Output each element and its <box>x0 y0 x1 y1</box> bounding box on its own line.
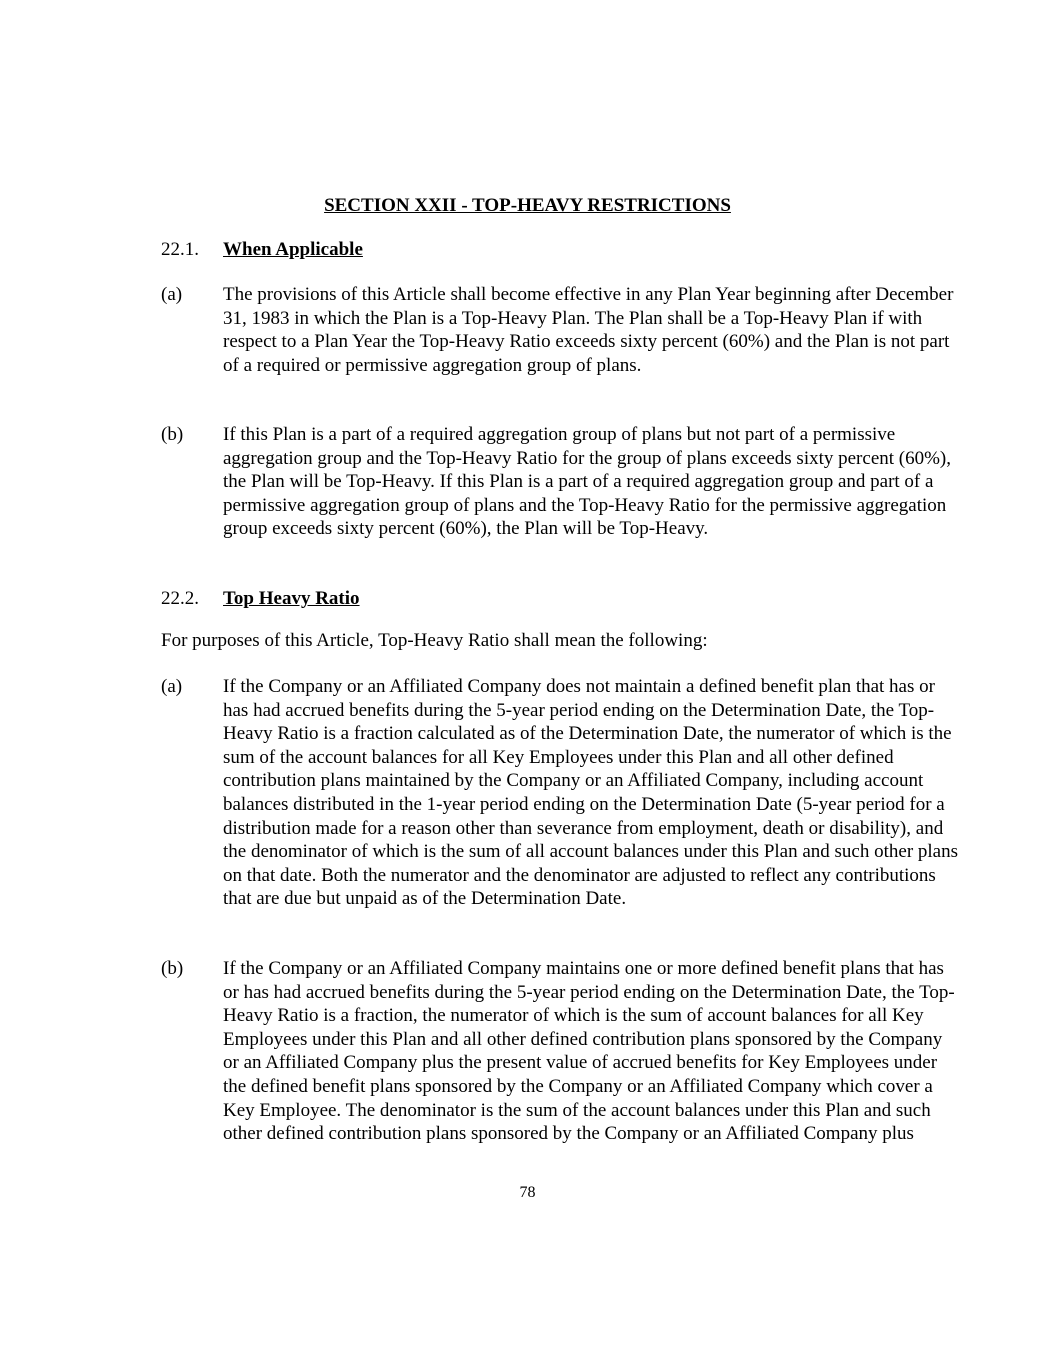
page-number: 78 <box>519 1184 536 1201</box>
section-intro: For purposes of this Article, Top-Heavy Ratio shall mean the following: <box>161 630 708 651</box>
paragraph-text: If the Company or an Affiliated Company does not maintain a defined benefit plan that has or has had accrued benefits during the 5-year period ending on the Determination Date, the Top-Heavy Ratio is a fraction calculated as of the Determination Date, the numerator of which is the sum of the account balances for all Key Employees under this Plan and all other defined contribution plans maintained by the Company or an Affiliated Company, including account balances distributed in the 1-year period ending on the Determination Date (5-year period for a distribution made for a reason other than severance from employment, death or disability), and the denominator of which is the sum of all account balances under this Plan and such other plans on that date. Both the numerator and the denominator are adjusted to reflect any contributions that are due but unpaid as of the Determination Date. <box>223 676 959 910</box>
section-heading-22-2 <box>161 587 360 610</box>
paragraph-label: (a) <box>161 676 183 697</box>
section-number: 22.2. <box>161 588 199 609</box>
section-title: SECTION XXII - TOP-HEAVY RESTRICTIONS <box>324 195 731 216</box>
paragraph-22-1-b <box>161 423 961 541</box>
paragraph-text: If this Plan is a part of a required aggregation group of plans but not part of a permissive aggregation group and the Top-Heavy Ratio for the group of plans exceeds sixty percent (60%), the Plan will be Top-Heavy. If this Plan is a part of a required aggregation group and part of a permissive aggregation group of plans and the Top-Heavy Ratio for the permissive aggregation group exceeds sixty percent (60%), the Plan will be Top-Heavy. <box>223 424 952 540</box>
paragraph-22-2-a <box>161 675 961 911</box>
paragraph-22-1-a <box>161 283 961 377</box>
paragraph-label: (a) <box>161 284 183 305</box>
section-heading-22-1 <box>161 238 363 261</box>
paragraph-label: (b) <box>161 424 184 445</box>
paragraph-label: (b) <box>161 958 184 979</box>
paragraph-text: The provisions of this Article shall become effective in any Plan Year beginning after December 31, 1983 in which the Plan is a Top-Heavy Plan. The Plan shall be a Top-Heavy Plan if with respect to a Plan Year the Top-Heavy Ratio exceeds sixty percent (60%) and the Plan is not part of a required or permissive aggregation group of plans. <box>223 284 954 376</box>
section-heading-title: Top Heavy Ratio <box>223 588 360 609</box>
paragraph-22-2-b <box>161 957 961 1146</box>
paragraph-text: If the Company or an Affiliated Company maintains one or more defined benefit plans that has or has had accrued benefits during the 5-year period ending on the Determination Date, the Top-Heavy Ratio is a fraction, the numerator of which is the sum of account balances for all Key Employees under this Plan and all other defined contribution plans sponsored by the Company or an Affiliated Company plus the present value of accrued benefits for Key Employees under the defined benefit plans sponsored by the Company or an Affiliated Company which cover a Key Employee. The denominator is the sum of the account balances under this Plan and such other defined contribution plans sponsored by the Company or an Affiliated Company plus <box>223 958 955 1145</box>
section-heading-title: When Applicable <box>223 239 363 260</box>
section-number: 22.1. <box>161 239 199 260</box>
